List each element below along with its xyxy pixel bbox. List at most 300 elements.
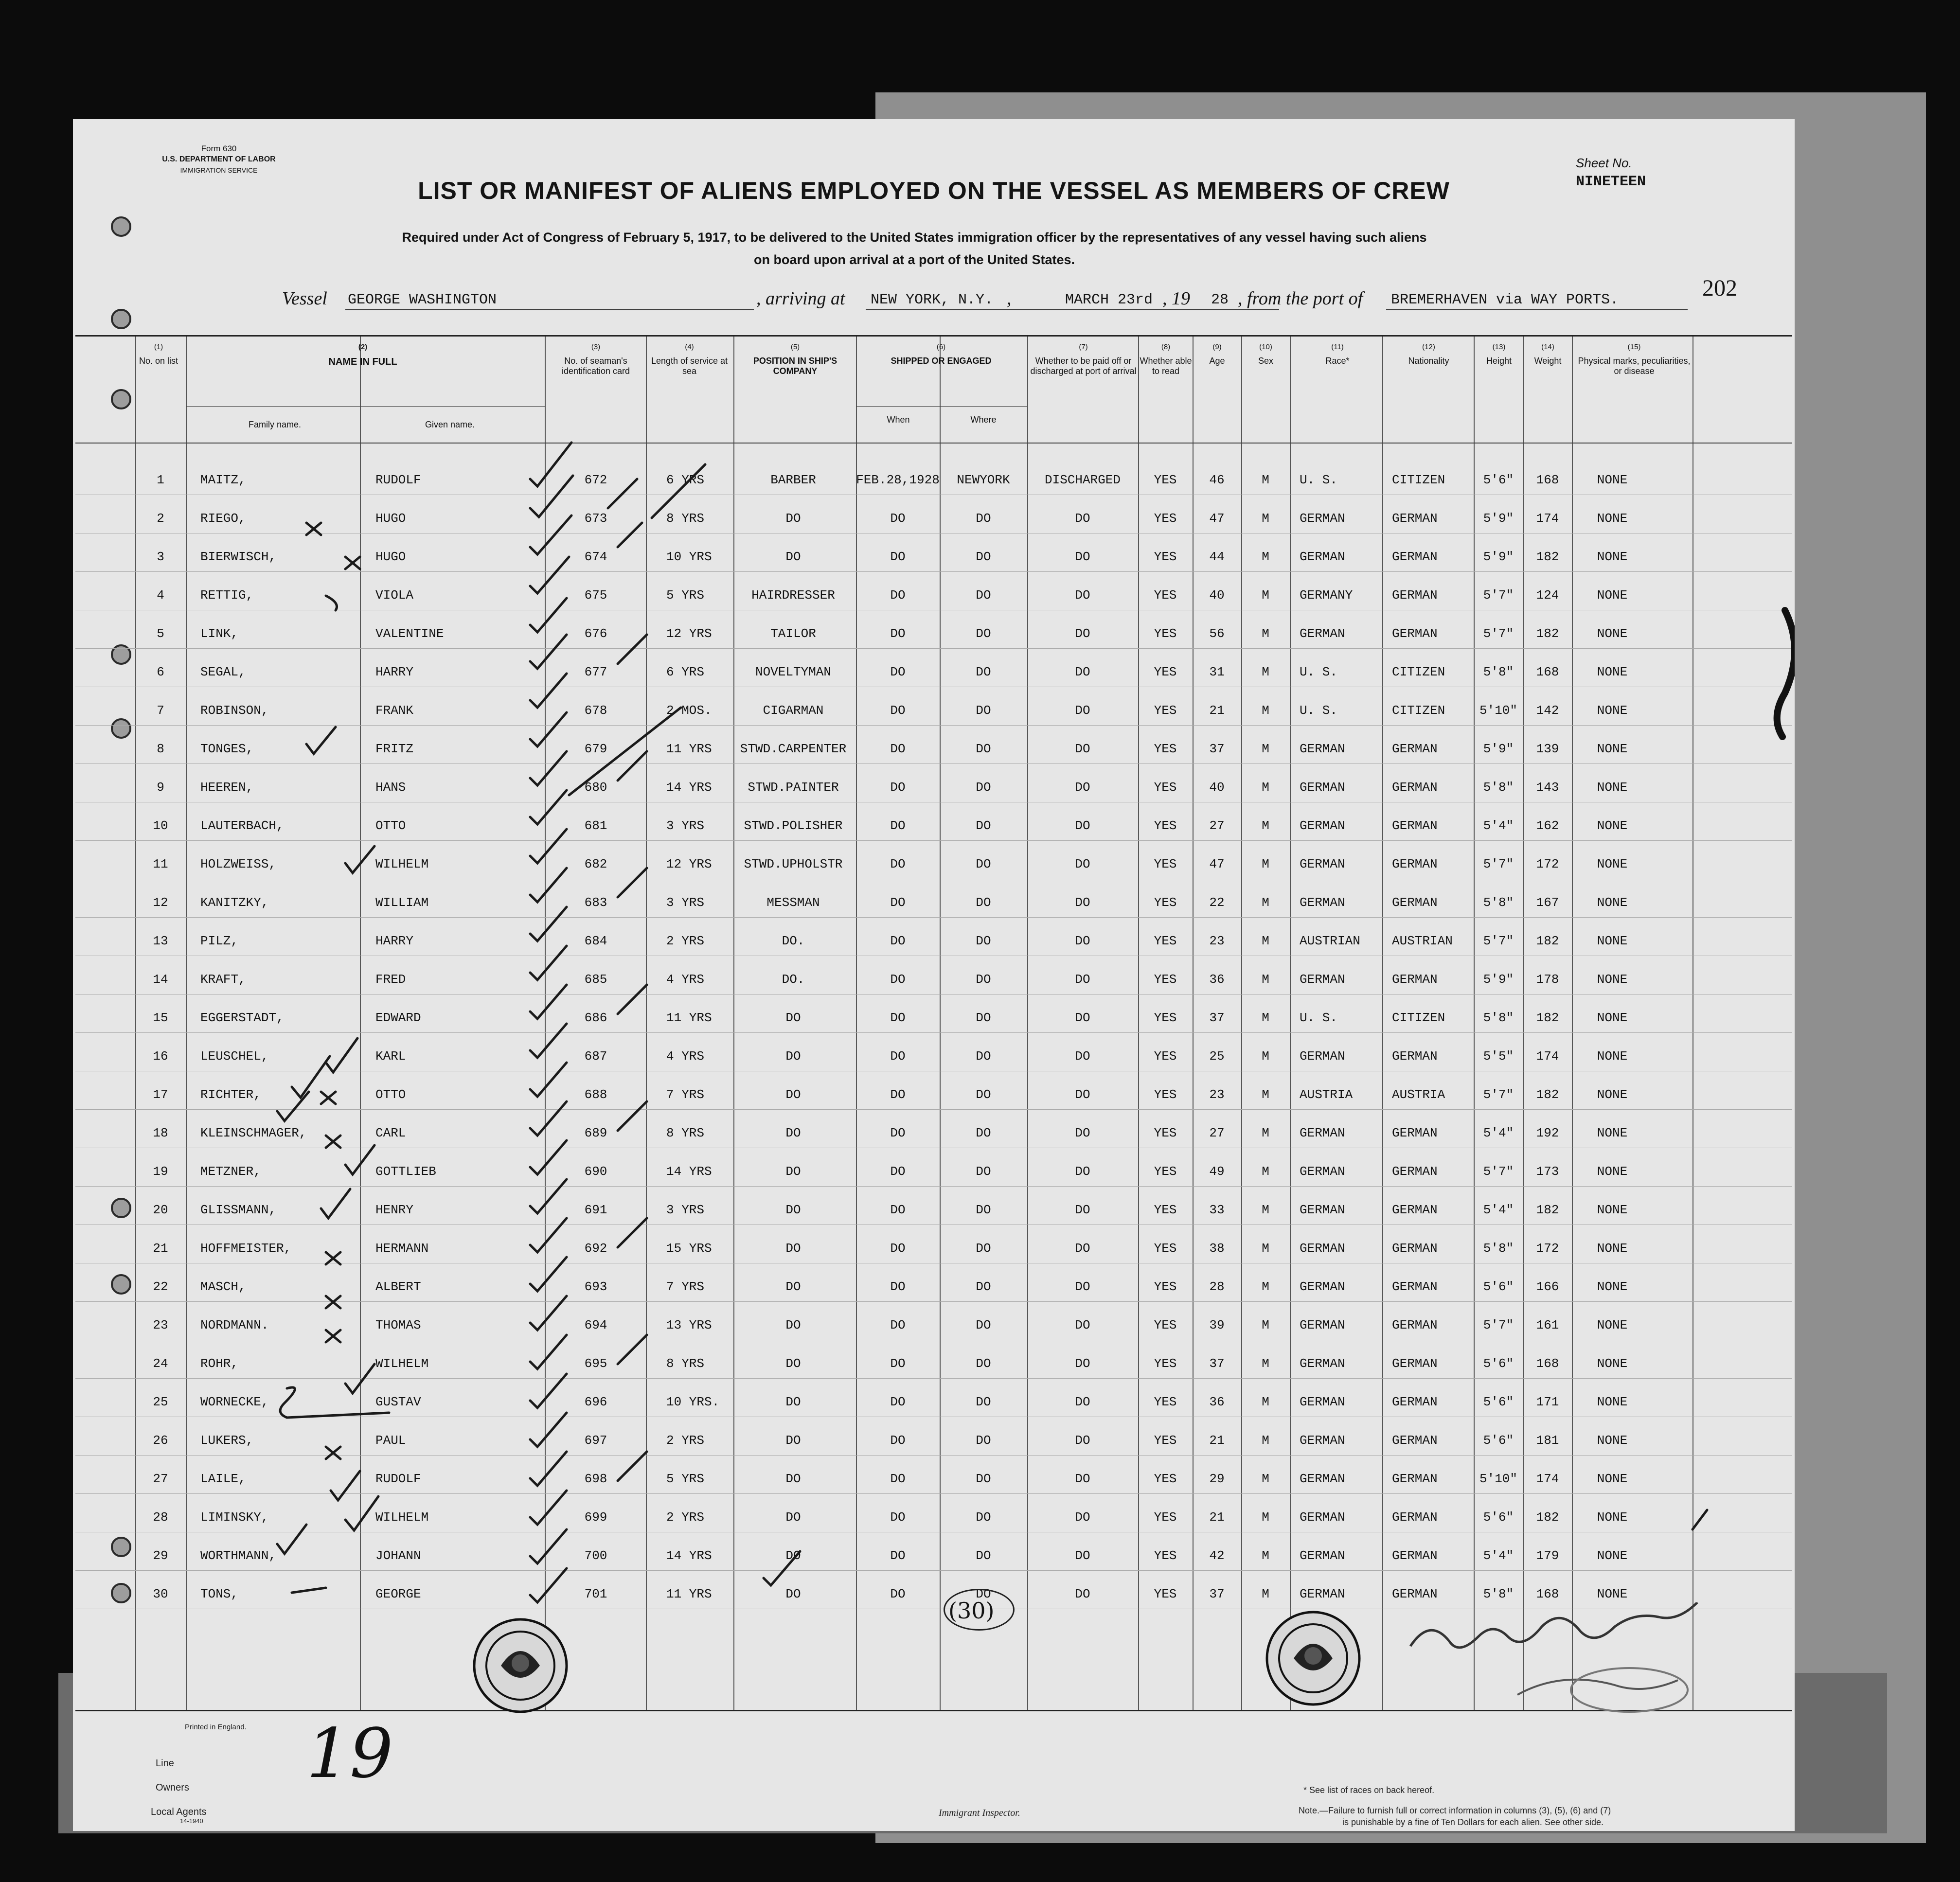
cell-sex: M — [1262, 1548, 1269, 1563]
cell-height: 5'9" — [1483, 550, 1514, 564]
cell-card: 694 — [584, 1318, 607, 1332]
cell-read: YES — [1154, 895, 1177, 910]
cell-race: GERMAN — [1300, 1203, 1345, 1217]
header-family-name: Family name. — [248, 420, 302, 429]
signature-icon — [1401, 1602, 1751, 1719]
cell-age: 36 — [1209, 972, 1225, 987]
cell-no: 14 — [153, 972, 168, 987]
cell-height: 5'7" — [1483, 1087, 1514, 1102]
cell-read: YES — [1154, 1472, 1177, 1486]
cell-paid: DO — [1075, 550, 1090, 564]
cell-marks: NONE — [1597, 1011, 1628, 1025]
cell-weight: 162 — [1536, 818, 1559, 833]
cell-given: THOMAS — [375, 1318, 421, 1332]
cell-sex: M — [1262, 1126, 1269, 1140]
cell-when: DO — [890, 1395, 906, 1409]
cell-where: DO — [976, 1203, 991, 1217]
cell-family: BIERWISCH, — [200, 550, 277, 564]
cell-family: TONS, — [200, 1587, 239, 1601]
cell-height: 5'8" — [1483, 1587, 1514, 1601]
cell-weight: 172 — [1536, 1241, 1559, 1256]
cell-height: 5'8" — [1483, 1241, 1514, 1256]
cell-given: HARRY — [375, 665, 414, 679]
cell-race: GERMAN — [1300, 1164, 1345, 1179]
header-race: (11) Race* — [1325, 343, 1350, 366]
cell-sex: M — [1262, 1241, 1269, 1256]
cell-when: DO — [890, 1011, 906, 1025]
cell-race: GERMAN — [1300, 1279, 1345, 1294]
header-given-name: Given name. — [425, 420, 475, 429]
cell-paid: DO — [1075, 1049, 1090, 1064]
footer-agents-label: Local Agents — [151, 1807, 207, 1817]
cell-height: 5'8" — [1483, 1011, 1514, 1025]
cell-race: GERMAN — [1300, 1548, 1345, 1563]
cell-nationality: GERMAN — [1392, 588, 1438, 603]
cell-nationality: GERMAN — [1392, 1356, 1438, 1371]
cell-card: 677 — [584, 665, 607, 679]
cell-race: GERMAN — [1300, 1395, 1345, 1409]
cell-height: 5'8" — [1483, 665, 1514, 679]
cell-given: FRANK — [375, 703, 414, 718]
cell-when: DO — [890, 1241, 906, 1256]
cell-position: STWD.PAINTER — [748, 780, 839, 795]
cell-read: YES — [1154, 1356, 1177, 1371]
cell-family: TONGES, — [200, 742, 254, 756]
cell-paid: DO — [1075, 857, 1090, 871]
cell-position: DO — [785, 511, 801, 526]
cell-paid: DO — [1075, 511, 1090, 526]
cell-given: GEORGE — [375, 1587, 421, 1601]
cell-given: HENRY — [375, 1203, 414, 1217]
cell-weight: 124 — [1536, 588, 1559, 603]
footer-line-label: Line — [156, 1758, 174, 1769]
cell-nationality: GERMAN — [1392, 857, 1438, 871]
printed-note: Printed in England. — [185, 1723, 247, 1731]
cell-height: 5'5" — [1483, 1049, 1514, 1064]
cell-card: 681 — [584, 818, 607, 833]
cell-race: U. S. — [1300, 703, 1338, 718]
cell-paid: DO — [1075, 934, 1090, 948]
cell-height: 5'7" — [1483, 588, 1514, 603]
year-prefix: , 19 — [1162, 288, 1190, 309]
subtitle-line-2: on board upon arrival at a port of the United States. — [753, 252, 1075, 267]
cell-card: 696 — [584, 1395, 607, 1409]
cell-weight: 179 — [1536, 1548, 1559, 1563]
cell-marks: NONE — [1597, 780, 1628, 795]
cell-age: 37 — [1209, 1356, 1225, 1371]
cell-position: DO. — [782, 972, 805, 987]
cell-age: 49 — [1209, 1164, 1225, 1179]
cell-age: 38 — [1209, 1241, 1225, 1256]
cell-when: DO — [890, 1433, 906, 1448]
cell-weight: 172 — [1536, 857, 1559, 871]
cell-family: MAITZ, — [200, 473, 246, 487]
cell-paid: DO — [1075, 818, 1090, 833]
vessel-name: GEORGE WASHINGTON — [348, 292, 497, 308]
cell-service: 3 YRS — [666, 818, 705, 833]
cell-when: DO — [890, 1587, 906, 1601]
cell-when: DO — [890, 1087, 906, 1102]
cell-service: 8 YRS — [666, 511, 705, 526]
cell-weight: 168 — [1536, 1356, 1559, 1371]
cell-sex: M — [1262, 588, 1269, 603]
cell-nationality: GERMAN — [1392, 1049, 1438, 1064]
cell-height: 5'9" — [1483, 511, 1514, 526]
subtitle-line-1: Required under Act of Congress of February 5, 1917, to be delivered to the United States immigration officer by the representatives of any vessel having such aliens — [402, 230, 1427, 245]
cell-where: DO — [976, 626, 991, 641]
cell-when: FEB.28,1928 — [856, 473, 940, 487]
cell-no: 9 — [157, 780, 164, 795]
header-where: Where — [970, 415, 997, 425]
cell-service: 7 YRS — [666, 1279, 705, 1294]
cell-nationality: GERMAN — [1392, 626, 1438, 641]
cell-age: 28 — [1209, 1279, 1225, 1294]
cell-no: 21 — [153, 1241, 168, 1256]
cell-sex: M — [1262, 934, 1269, 948]
cell-sex: M — [1262, 665, 1269, 679]
cell-family: ROHR, — [200, 1356, 239, 1371]
cell-service: 15 YRS — [666, 1241, 712, 1256]
cell-age: 42 — [1209, 1548, 1225, 1563]
cell-position: DO — [785, 1011, 801, 1025]
cell-race: GERMAN — [1300, 1318, 1345, 1332]
cell-sex: M — [1262, 1318, 1269, 1332]
cell-family: HEEREN, — [200, 780, 254, 795]
cell-given: HANS — [375, 780, 406, 795]
cell-family: HOFFMEISTER, — [200, 1241, 292, 1256]
cell-paid: DO — [1075, 780, 1090, 795]
page-title: LIST OR MANIFEST OF ALIENS EMPLOYED ON THE VESSEL AS MEMBERS OF CREW — [418, 177, 1450, 204]
cell-read: YES — [1154, 665, 1177, 679]
cell-weight: 168 — [1536, 1587, 1559, 1601]
cell-where: DO — [976, 1164, 991, 1179]
cell-card: 690 — [584, 1164, 607, 1179]
cell-race: GERMAN — [1300, 511, 1345, 526]
cell-no: 29 — [153, 1548, 168, 1563]
cell-service: 6 YRS — [666, 473, 705, 487]
cell-age: 37 — [1209, 1587, 1225, 1601]
races-note: * See list of races on back hereof. — [1303, 1785, 1435, 1795]
cell-when: DO — [890, 1318, 906, 1332]
cell-service: 2 YRS — [666, 934, 705, 948]
cell-nationality: GERMAN — [1392, 895, 1438, 910]
cell-no: 22 — [153, 1279, 168, 1294]
header-name: (2) NAME IN FULL — [328, 343, 397, 367]
cell-sex: M — [1262, 818, 1269, 833]
header-shipped: (6) SHIPPED OR ENGAGED — [891, 343, 992, 366]
cell-age: 40 — [1209, 780, 1225, 795]
cell-race: U. S. — [1300, 665, 1338, 679]
cell-given: RUDOLF — [375, 1472, 421, 1486]
cell-given: VALENTINE — [375, 626, 444, 641]
cell-card: 697 — [584, 1433, 607, 1448]
cell-age: 25 — [1209, 1049, 1225, 1064]
header-no: (1) No. on list — [139, 343, 178, 366]
cell-where: DO — [976, 1011, 991, 1025]
cell-given: HARRY — [375, 934, 414, 948]
cell-family: LAILE, — [200, 1472, 246, 1486]
header-paid-off: (7) Whether to be paid off or discharged at port of arrival — [1030, 343, 1137, 376]
cell-race: GERMAN — [1300, 895, 1345, 910]
cell-marks: NONE — [1597, 857, 1628, 871]
cell-read: YES — [1154, 1433, 1177, 1448]
cell-service: 2 YRS — [666, 1433, 705, 1448]
cell-age: 39 — [1209, 1318, 1225, 1332]
cell-marks: NONE — [1597, 934, 1628, 948]
cell-read: YES — [1154, 1049, 1177, 1064]
consulate-seal-icon — [472, 1617, 569, 1714]
handwritten-count: (30) — [948, 1598, 995, 1624]
arriving-label: , arriving at — [756, 288, 845, 309]
cell-service: 13 YRS — [666, 1318, 712, 1332]
cell-race: GERMAN — [1300, 1049, 1345, 1064]
cell-marks: NONE — [1597, 665, 1628, 679]
page-number: 202 — [1702, 275, 1737, 301]
cell-sex: M — [1262, 703, 1269, 718]
cell-read: YES — [1154, 1126, 1177, 1140]
cell-height: 5'7" — [1483, 857, 1514, 871]
cell-when: DO — [890, 742, 906, 756]
cell-where: DO — [976, 972, 991, 987]
cell-height: 5'10" — [1479, 703, 1517, 718]
footer-owners-label: Owners — [156, 1782, 189, 1793]
cell-weight: 182 — [1536, 550, 1559, 564]
cell-paid: DO — [1075, 895, 1090, 910]
cell-age: 40 — [1209, 588, 1225, 603]
arriving-port: NEW YORK, N.Y. — [871, 292, 994, 308]
cell-no: 13 — [153, 934, 168, 948]
cell-position: DO — [785, 1395, 801, 1409]
cell-no: 30 — [153, 1587, 168, 1601]
cell-service: 2 YRS — [666, 1510, 705, 1525]
cell-nationality: CITIZEN — [1392, 473, 1445, 487]
cell-family: METZNER, — [200, 1164, 261, 1179]
cell-card: 674 — [584, 550, 607, 564]
cell-marks: NONE — [1597, 588, 1628, 603]
cell-marks: NONE — [1597, 1164, 1628, 1179]
cell-marks: NONE — [1597, 742, 1628, 756]
cell-race: GERMAN — [1300, 1433, 1345, 1448]
departure-port: BREMERHAVEN via WAY PORTS. — [1391, 292, 1619, 308]
cell-paid: DO — [1075, 1587, 1090, 1601]
from-label: , from the port of — [1238, 288, 1363, 309]
cell-where: DO — [976, 1433, 991, 1448]
cell-position: MESSMAN — [766, 895, 820, 910]
cell-card: 686 — [584, 1011, 607, 1025]
cell-given: HUGO — [375, 511, 406, 526]
cell-height: 5'6" — [1483, 473, 1514, 487]
arrival-year: 28 — [1211, 292, 1229, 308]
cell-family: GLISSMANN, — [200, 1203, 277, 1217]
cell-nationality: CITIZEN — [1392, 1011, 1445, 1025]
cell-when: DO — [890, 780, 906, 795]
header-height: (13) Height — [1486, 343, 1512, 366]
cell-card: 679 — [584, 742, 607, 756]
cell-card: 691 — [584, 1203, 607, 1217]
cell-paid: DO — [1075, 1510, 1090, 1525]
cell-card: 683 — [584, 895, 607, 910]
cell-read: YES — [1154, 1164, 1177, 1179]
cell-position: DO — [785, 1241, 801, 1256]
cell-where: DO — [976, 1279, 991, 1294]
cell-sex: M — [1262, 1356, 1269, 1371]
cell-family: PILZ, — [200, 934, 239, 948]
cell-when: DO — [890, 1548, 906, 1563]
cell-service: 4 YRS — [666, 1049, 705, 1064]
cell-race: GERMAN — [1300, 550, 1345, 564]
cell-race: GERMAN — [1300, 626, 1345, 641]
cell-marks: NONE — [1597, 895, 1628, 910]
cell-race: GERMAN — [1300, 742, 1345, 756]
cell-marks: NONE — [1597, 1395, 1628, 1409]
cell-when: DO — [890, 857, 906, 871]
cell-when: DO — [890, 1049, 906, 1064]
cell-marks: NONE — [1597, 1472, 1628, 1486]
cell-family: WORNECKE, — [200, 1395, 269, 1409]
form-number: Form 630 — [201, 144, 237, 153]
cell-paid: DISCHARGED — [1044, 473, 1121, 487]
cell-service: 14 YRS — [666, 780, 712, 795]
cell-where: DO — [976, 818, 991, 833]
cell-height: 5'8" — [1483, 895, 1514, 910]
cell-height: 5'7" — [1483, 1164, 1514, 1179]
cell-sex: M — [1262, 1587, 1269, 1601]
fine-note-line-1: Note.—Failure to furnish full or correct information in columns (3), (5), (6) and (7) — [1299, 1806, 1611, 1815]
cell-weight: 192 — [1536, 1126, 1559, 1140]
cell-where: DO — [976, 1472, 991, 1486]
cell-card: 698 — [584, 1472, 607, 1486]
cell-position: DO — [785, 1318, 801, 1332]
cell-age: 44 — [1209, 550, 1225, 564]
cell-when: DO — [890, 972, 906, 987]
cell-read: YES — [1154, 1548, 1177, 1563]
cell-marks: NONE — [1597, 626, 1628, 641]
cell-marks: NONE — [1597, 550, 1628, 564]
cell-when: DO — [890, 1126, 906, 1140]
cell-family: LUKERS, — [200, 1433, 254, 1448]
cell-paid: DO — [1075, 1318, 1090, 1332]
cell-paid: DO — [1075, 972, 1090, 987]
cell-weight: 181 — [1536, 1433, 1559, 1448]
cell-service: 6 YRS — [666, 665, 705, 679]
cell-no: 19 — [153, 1164, 168, 1179]
cell-when: DO — [890, 818, 906, 833]
cell-given: WILHELM — [375, 857, 429, 871]
cell-age: 21 — [1209, 1433, 1225, 1448]
cell-nationality: GERMAN — [1392, 1318, 1438, 1332]
cell-when: DO — [890, 1279, 906, 1294]
cell-given: OTTO — [375, 818, 406, 833]
cell-given: WILLIAM — [375, 895, 429, 910]
cell-read: YES — [1154, 511, 1177, 526]
cell-when: DO — [890, 550, 906, 564]
cell-no: 1 — [157, 473, 164, 487]
cell-sex: M — [1262, 1472, 1269, 1486]
cell-nationality: AUSTRIAN — [1392, 934, 1453, 948]
cell-weight: 174 — [1536, 1472, 1559, 1486]
cell-age: 21 — [1209, 1510, 1225, 1525]
cell-family: KLEINSCHMAGER, — [200, 1126, 307, 1140]
cell-family: LINK, — [200, 626, 239, 641]
cell-nationality: GERMAN — [1392, 818, 1438, 833]
cell-height: 5'9" — [1483, 742, 1514, 756]
cell-marks: NONE — [1597, 1279, 1628, 1294]
cell-where: DO — [976, 1241, 991, 1256]
cell-family: LIMINSKY, — [200, 1510, 269, 1525]
cell-read: YES — [1154, 550, 1177, 564]
cell-card: 682 — [584, 857, 607, 871]
cell-read: YES — [1154, 588, 1177, 603]
inspector-label: Immigrant Inspector. — [939, 1808, 1020, 1818]
arrival-date: MARCH 23rd — [1065, 292, 1153, 308]
comma: , — [1007, 288, 1012, 309]
cell-race: GERMAN — [1300, 972, 1345, 987]
cell-where: DO — [976, 1126, 991, 1140]
cell-weight: 174 — [1536, 1049, 1559, 1064]
cell-family: NORDMANN. — [200, 1318, 269, 1332]
cell-weight: 182 — [1536, 1510, 1559, 1525]
cell-card: 693 — [584, 1279, 607, 1294]
cell-paid: DO — [1075, 703, 1090, 718]
handwritten-checkmarks — [73, 119, 1795, 1831]
cell-weight: 139 — [1536, 742, 1559, 756]
cell-nationality: GERMAN — [1392, 1472, 1438, 1486]
header-card-no: (3) No. of seaman's identification card — [561, 343, 630, 376]
cell-position: BARBER — [770, 473, 816, 487]
cell-where: DO — [976, 511, 991, 526]
cell-given: FRITZ — [375, 742, 414, 756]
cell-service: 11 YRS — [666, 1011, 712, 1025]
cell-weight: 174 — [1536, 511, 1559, 526]
cell-paid: DO — [1075, 1395, 1090, 1409]
cell-where: DO — [976, 1587, 991, 1601]
cell-when: DO — [890, 511, 906, 526]
cell-when: DO — [890, 626, 906, 641]
cell-given: VIOLA — [375, 588, 414, 603]
cell-race: GERMAN — [1300, 857, 1345, 871]
cell-race: GERMAN — [1300, 1472, 1345, 1486]
cell-nationality: GERMAN — [1392, 1279, 1438, 1294]
cell-height: 5'9" — [1483, 972, 1514, 987]
header-nationality: (12) Nationality — [1408, 343, 1449, 366]
cell-family: ROBINSON, — [200, 703, 269, 718]
cell-race: AUSTRIAN — [1300, 934, 1360, 948]
cell-weight: 166 — [1536, 1279, 1559, 1294]
cell-paid: DO — [1075, 588, 1090, 603]
cell-card: 680 — [584, 780, 607, 795]
cell-nationality: GERMAN — [1392, 1433, 1438, 1448]
cell-position: DO — [785, 1510, 801, 1525]
header-sex: (10) Sex — [1258, 343, 1274, 366]
cell-read: YES — [1154, 857, 1177, 871]
cell-weight: 173 — [1536, 1164, 1559, 1179]
cell-when: DO — [890, 703, 906, 718]
cell-family: SEGAL, — [200, 665, 246, 679]
cell-position: CIGARMAN — [763, 703, 824, 718]
cell-sex: M — [1262, 550, 1269, 564]
cell-given: RUDOLF — [375, 473, 421, 487]
cell-nationality: GERMAN — [1392, 780, 1438, 795]
cell-given: WILHELM — [375, 1510, 429, 1525]
cell-nationality: GERMAN — [1392, 1203, 1438, 1217]
cell-no: 12 — [153, 895, 168, 910]
cell-where: DO — [976, 934, 991, 948]
cell-service: 3 YRS — [666, 1203, 705, 1217]
cell-weight: 182 — [1536, 1011, 1559, 1025]
header-age: (9) Age — [1209, 343, 1225, 366]
cell-no: 5 — [157, 626, 164, 641]
cell-read: YES — [1154, 1510, 1177, 1525]
